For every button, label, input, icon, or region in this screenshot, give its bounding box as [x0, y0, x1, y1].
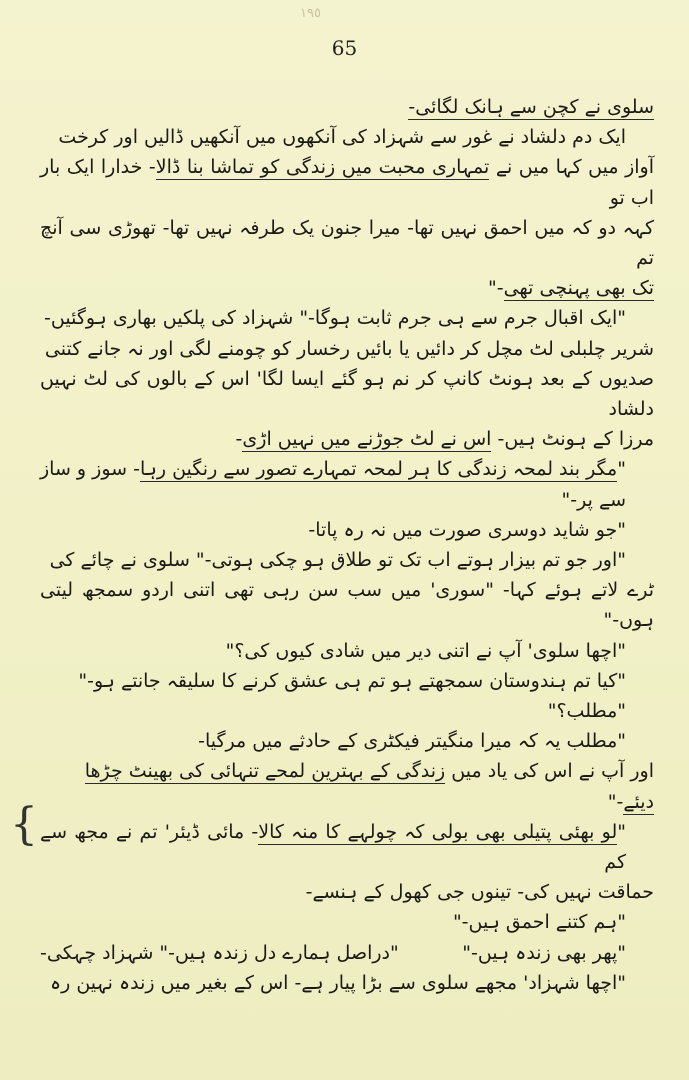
text-line: تک بھی پہنچی تھی-" [487, 277, 654, 300]
text-line: "لو بھئی پتیلی بھی بولی کہ چولہے کا منہ کالا- مائی ڈیئر' تم نے مجھ سے کم [40, 820, 626, 874]
underlined-phrase: سلوی نے کچن سے ہانک لگائی- [408, 96, 654, 118]
underlined-phrase: دیئے [623, 790, 654, 813]
text-line: آواز میں کہا میں نے تمہاری محبت میں زندگی کو تماشا بنا ڈالا- خدارا ایک بار اب تو [40, 156, 654, 209]
text-line: "اور جو تم بیزار ہوتے اب تک تو طلاق ہو چکی ہوتی-" سلوی نے چائے کی [49, 549, 626, 572]
text-line: "مطلب یہ کہ میرا منگیتر فیکٹری کے حادثے میں مرگیا- [198, 730, 626, 753]
underlined-phrase: تک بھی پہنچی تھی [503, 277, 654, 300]
underlined-phrase: تمہاری محبت میں زندگی کو تماشا بنا ڈالا [155, 156, 490, 179]
text-line: صدیوں کے بعد ہونٹ کانپ کر نم ہو گئے ایسا لگا' اس کے بالوں کی لٹ نہیں دلشاد [40, 367, 654, 421]
text-line: "مگر بند لمحہ زندگی کا ہر لمحہ تمہارے تصور سے رنگین رہا- سوز و ساز سے پر-" [40, 458, 626, 511]
text-line: "ہم کتنے احمق ہیں-" [452, 911, 626, 934]
text-line: "اچھا سلوی' آپ نے اتنی دیر میں شادی کیوں کی؟" [225, 639, 626, 662]
underlined-phrase: زندگی کے بہترین لمحے تنہائی کی بھینٹ چڑھا [84, 760, 446, 783]
page-number: 65 [331, 36, 358, 60]
faint-bleed-through-mark: ١٩٥ [300, 6, 321, 21]
text-line: اور آپ نے اس کی یاد میں زندگی کے بہترین لمحے تنہائی کی بھینٹ چڑھا [84, 760, 654, 783]
text-line: "مطلب؟" [547, 700, 626, 723]
underlined-phrase: مگر بند لمحہ زندگی کا ہر لمحہ تمہارے تصور سے رنگین رہا [139, 458, 618, 481]
text-line: "جو شاید دوسری صورت میں نہ رہ پاتا- [308, 518, 626, 541]
text-line: ایک دم دلشاد نے غور سے شہزاد کی آنکھوں میں آنکھیں ڈالیں اور کرخت [58, 126, 626, 149]
text-line: شریر چلبلی لٹ مچل کر دائیں یا بائیں رخسار کو چومنے لگی اور نہ جانے کتنی [44, 337, 654, 360]
underlined-phrase: لو بھئی پتیلی بھی بولی کہ چولہے کا منہ کالا [258, 820, 618, 843]
text-line: حماقت نہیں کی- تینوں جی کھول کے ہنسے- [305, 881, 654, 904]
text-line: کہہ دو کہ میں احمق نہیں تھا- میرا جنون یک طرفہ نہیں تھا- تھوڑی سی آنچ تم [40, 216, 654, 270]
page-body-text [40, 92, 654, 998]
text-line: "اچھا شہزاد' مجھے سلوی سے بڑا پیار ہے- اس کے بغیر میں زندہ نہین رہ [50, 971, 626, 994]
text-line [40, 92, 654, 122]
text-line-two-speakers [40, 938, 654, 968]
text-line: "کیا تم ہندوستان سمجھتے ہو تم ہی عشق کرنے کا سلیقہ جانتے ہو-" [78, 669, 626, 692]
text-line: ٹرے لاتے ہوئے کہا- "سوری' میں سب سن رہی تھی اتنی اردو سمجھ لیتی ہوں-" [40, 579, 654, 632]
margin-bracket-mark: { [10, 799, 38, 850]
text-line: "ایک اقبال جرم سے ہی جرم ثابت ہوگا-" شہزاد کی پلکیں بھاری ہوگئیں- [44, 307, 626, 330]
speaker-line-left: "دراصل ہمارے دل زندہ ہیں-" شہزاد چہکی- [40, 941, 399, 964]
text-line: دیئے-" [607, 790, 654, 813]
text-line: مرزا کے ہونٹ ہیں- اس نے لٹ جوڑنے میں نہیں اڑی- [235, 428, 654, 451]
underlined-phrase: اس نے لٹ جوڑنے میں نہیں اڑی [242, 428, 492, 451]
speaker-line-right: "پھر بھی زندہ ہیں-" [462, 941, 626, 964]
